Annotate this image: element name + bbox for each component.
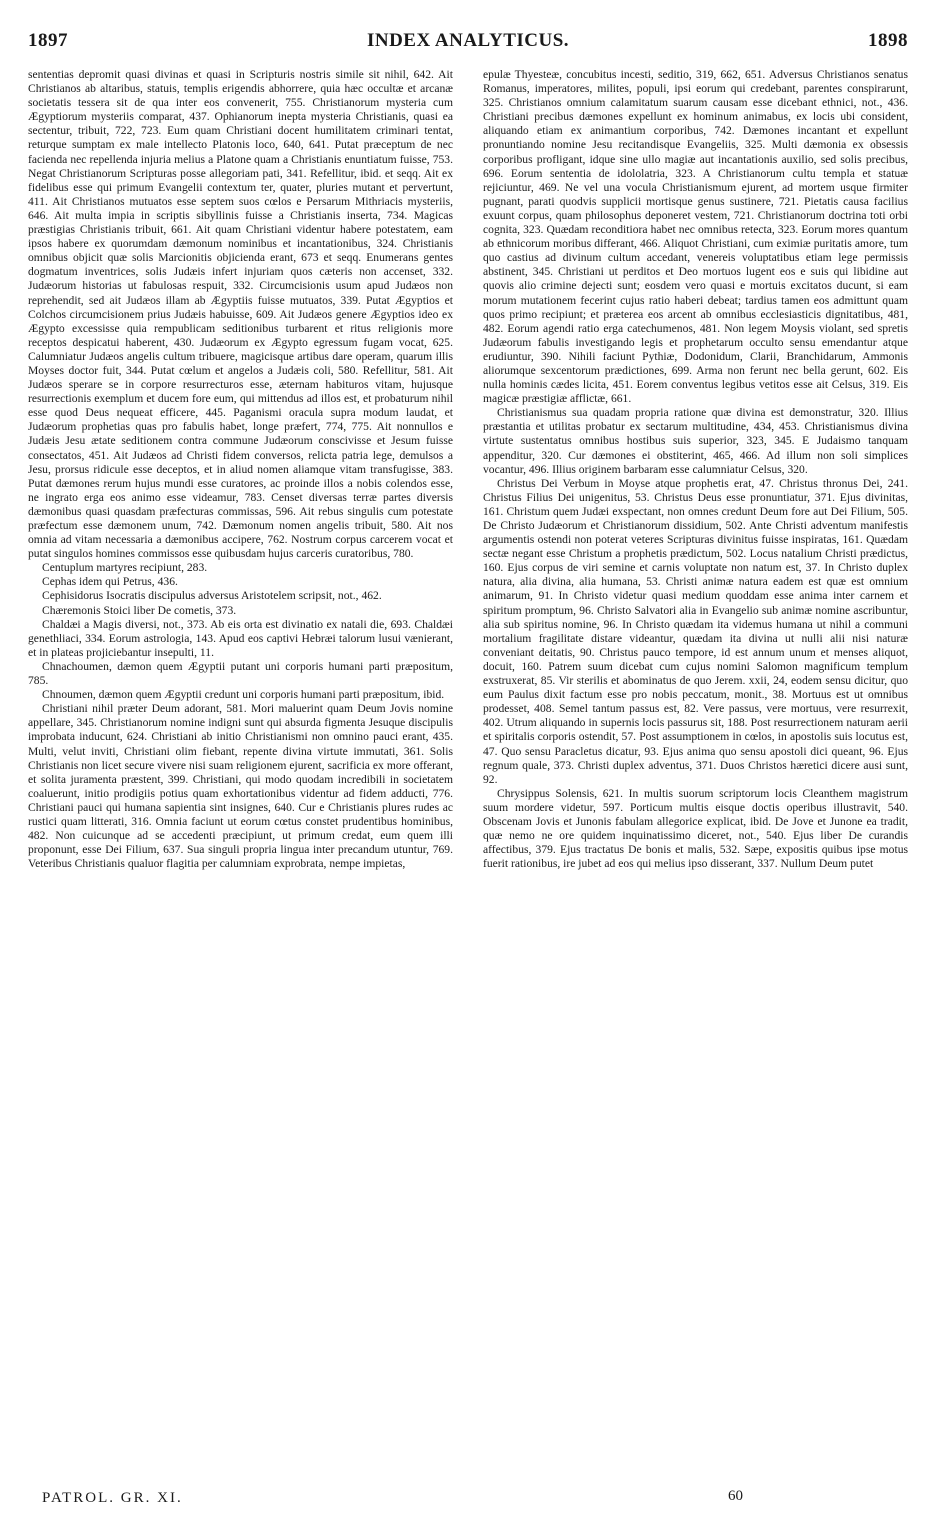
index-entry: Centuplum martyres recipiunt, 283.	[42, 561, 208, 575]
index-entry: epulæ Thyesteæ, concubitus incesti, seditio, 319, 662, 651. Adversus Christianos senatus Romanus, imperatores, milites, populi, ipsi eorum qui credebant, parentes conspirarunt, 325. Christianos omnium calamitatum suarum causam esse dicebant ethnici, not., 436. Christiani precibus dæmones expellunt ex hominum animabus, ex locis ubi consident, aliquando etiam ex animantium corporibus, 742. Dæmones incantant et expellunt pronuntiando nomine Jesu recitandisque Evangeliis, 325. Multi dæmonia ex obsessis corporibus profligant, idque sine ullo magiæ aut incantationis auxilio, sed solis precibus, 696. Eorum sententia de idololatria, 323. A Christianorum cultu templa et statuæ rejiciuntur, 469. Ne vel una vocula Christianismum ejurent, ad mortem usque firmiter pugnant, parati quodvis supplicii mortisque genus sustinere, 721. Pietatis causa facilius exuunt corpus, quam philosophus deponeret vestem, 721. Christianorum doctrina toti orbi cognita, 323. Quædam reconditiora habet nec omnibus retecta, 323. Eorum mores quantum ab ethnicorum moribus differant, 466. Aliquot Christiani, cum eximiæ puritatis amore, tum quo castius ad divinum cultum accedant, venereis voluptatibus etiam lege permissis abstinent, 345. Christiani ut perditos et Deo mortuos lugent eos e suis qui libidine aut quovis alio crimine dejecti sunt; eosdem vero quasi e mortuis excitatos ducunt, si eam morum mutationem fecerint cujus ratio haberi debeat; tardius tamen eos admittunt quam quos primo recipiunt; et præterea eos arcent ab omnibus ecclesiasticis dignitatibus, 481, 482. Eorum agendi ratio erga catechumenos, 481. Non legem Moysis violant, sed spretis Judæorum fabulis investigando legis et prophetarum occulto sensu emendantur atque erudiuntur, 390. Nihili faciunt Pythiæ, Dodonidum, Clarii, Branchidarum, Ammonis aliorumque sexcentorum prædictiones, 699. Arma non ferunt nec bella gerunt, 602. Eis nulla hominis cædes licita, 451. Eorem conventus legibus vetitos esse ait Celsus, 319. Eis magicæ præstigiæ afflictæ, 661.	[483, 68, 908, 406]
index-entry: Chnachoumen, dæmon quem Ægyptii putant uni corporis humani parti præpositum, 785.	[28, 659, 453, 688]
index-entry: Christiani nihil præter Deum adorant, 581. Mori maluerint quam Deum Jovis nomine appellare, 345. Christianorum nomine indigni sunt qui absurda figmenta Jesuque discipulis improbata inducunt, 624. Christiani ab initio Christianismi non omnino pauci erant, 435. Multi, velut inviti, Christiani olim fiebant, repente divina virtute immutati, 361. Solis Christianis non licet secure vivere nisi suam religionem ejurent, sacrificia ex more offerant, et solita juramenta præstent, 399. Christiani, qui modo quodam incredibili in societatem coaluerunt, initio prodigiis potius quam exhortationibus videntur ad fidem adducti, 776. Christiani pauci qui humana sapientia sint insignes, 640. Cur e Christianis plures rudes ac rustici quam litterati, 316. Omnia faciunt ut eorum cœtus constet prudentibus hominibus, 482. Non cuicunque ad se accedenti præcipiunt, ut primum credat, eum quem illi proponunt, esse Dei Filium, 637. Sua singuli propria lingua inter precandum utuntur, 769. Veteribus Christianis qualuor flagitia per calumniam exprobrata, nempe impietas,	[28, 702, 453, 871]
left-column-number: 1897	[28, 30, 68, 51]
index-entry: sententias depromit quasi divinas et quasi in Scripturis nostris simile sit nihil, 642. Ait Christianos ab altaribus, statuis, templis erigendis abhorrere, quia hæc occultæ et arcanæ societatis tessera sit de qua inter eos convenerit, 755. Christianorum mysteria cum Ægyptiorum mysteriis comparat, 437. Ophianorum inepta mysteria Christianis, quasi ea sectentur, tribuit, 722, 723. Eum quam Christiani docent humilitatem criminari tentat, returque sumptam ex male intellecto Platonis loco, 640, 641. Putat præceptum de nec facienda nec repellenda injuria melius a Platone quam a Christianis enuntiatum fuisse, 753. Negat Christianorum Scripturas posse allegoriam pati, 341. Refellitur, ibid. et seqq. Ait ex fidelibus esse qui primum Evangelii contextum ter, quater, pluries mutant et pervertunt, 411. Ait Christianos mutuatos esse septem suos cœlos e Persarum Mithriacis mysteriis, 646. Ait multa impia in scriptis sibyllinis fuisse a Christianis inserta, 734. Magicas præstigias Christianis tribuit, 661. Ait quam Christiani videntur habere potestatem, eam ipsos habere ex quorumdam dæmonum nominibus et incantationibus, 324. Christianis omnibus objicit quæ solis Marcionitis objicienda erant, 673 et seqq. Enumerans gentes dogmatum inventrices, solis Judæis infert injuriam quos cæteris non accenset, 332. Judæorum historias ut fabulosas respuit, 332. Circumcisionis usum apud Judæos non reprehendit, sed ait Judæos illam ab Ægyptiis fuisse mutuatos, 339. Putat Ægyptios et Colchos circumcisionem prius Judæis habuisse, 609. Ait Judæos genere Ægyptios ideo ex Ægypto excessisse quia rempublicam seditionibus turbarent et ritus religionis more receptos despicatui haberent, 430. Judæorum ex Ægypto egressum fugam vocat, 625. Calumniatur Judæos angelis cultum tribuere, magicisque artibus dare operam, quarum illis Moyses doctor fuit, 344. Putat cœlum et angelos a Judæis coli, 580. Refellitur, 581. Ait Judæos sperare se in corpore resurrecturos esse, æternam habituros vitam, hujusque resurrectionis exemplum et ducem fore eum, qui mittendus ad illos est, et probaturum nihil esse quod Deus nequeat efficere, 445. Paganismi oracula supra modum laudat, et Judæorum prophetias quas pro fabulis habet, longe præfert, 774, 775. Ait nonnullos e Judæis Jesu ætate seditionem contra commune Judæorum conscivisse et Jesum fuisse consectatos, 451. Ait Judæos ad Christi fidem conversos, relicta patria lege, demulsos a Jesu, prorsus ridicule esse deceptos, et in aliud nomen aliamque vitam transfugisse, 383. Putat dæmones rerum hujus mundi esse curatores, ac proinde illos a nobis colendos esse, ne ingrato erga eos animo esse videamur, 783. Censet diversas terræ partes diversis dæmonibus quasi quasdam præfecturas commissas, 596. Ait rebus singulis cum potestate præfectum esse dæmonem unum, 742. Dæmonum nomen angelis tribuit, 580. Ait nos omnia ad vitam necessaria a dæmonibus accipere, 762. Nostrum corpus carcerem vocat et putat singulos homines commissos esse quibusdam hujus carceris curatoribus, 780.	[28, 68, 453, 561]
page-footer	[28, 1488, 908, 1516]
index-entry: Chæremonis Stoici liber De cometis, 373.	[42, 603, 237, 617]
left-column	[28, 68, 453, 1480]
index-entry: Chnoumen, dæmon quem Ægyptii credunt uni corporis humani parti præpositum, ibid.	[42, 688, 445, 702]
index-entry: Christianismus sua quadam propria ratione quæ divina est demonstratur, 320. Illius præstantia et utilitas probatur ex sectarum multitudine, 434, 453. Christianismus divina virtute sustentatus omnibus hostibus suis superior, 323, 345. E Judaismo tanquam appenditur, 320. Cur dæmones ei obstiterint, 465, 466. Ad illum non soli simplices vocantur, 496. Illius originem barbaram esse calumniatur Celsus, 320.	[483, 406, 908, 476]
index-entry: Cephisidorus Isocratis discipulus adversus Aristotelem scripsit, not., 462.	[42, 589, 382, 603]
index-entry: Christus Dei Verbum in Moyse atque prophetis erat, 47. Christus thronus Dei, 241. Christus Filius Dei unigenitus, 53. Christus Deus esse pronuntiatur, 371. Ejus divinitas, 161. Christum quem Judæi exspectant, non omnes credunt Deum fore aut Dei Filium, 505. De Christo Judæorum et Christianorum dissidium, 502. Ante Christi adventum manifestis argumentis ostendi non poterat veteres Scripturas divinitus fuisse inspiratas, 161. Quædam sectæ negant esse Christum a prophetis prædictum, 502. Locus natalium Christi prædictus, 160. Ejus corpus de viri semine et carnis voluptate non natum est, 37. In Christo duplex natura, alia divina, alia humana, 53. Christi animæ natura eadem est quæ est omnium animarum, 91. In Christo videtur quasi medium quoddam esse anima inter carnem et spiritum promptum, 96. Christo Salvatori alia in Evangelio sub animæ nomine ascribuntur, alia sub spiritus nomine, 96. In Christo quædam ita videmus humana ut nihil a communi mortalium fragilitate distare videantur, quædam ita divina ut nulli alii nisi naturæ conveniant deitatis, 90. Christus pauco tempore, id est annum unum et menses aliquot, docuit, 160. Patrem suum dicebat cum cujus nomini Salomon magnificum templum exstruxerat, 85. Vir sterilis et abominatus de quo Jerem. xxii, 24, eodem sensu dicitur, quo eum Paulus dixit factum esse pro nobis peccatum, monit., 38. Mortuus est ut omnibus prodesset, 408. Semel tantum passus est, 82. Vere passus, vere mortuus, vere resurrexit, 402. Utrum aliquando in supernis locis passurus sit, 188. Post resurrectionem naturam aerii et spiritalis corporis ostendit, 57. Post assumptionem in cœlos, in apostolis suis locutus est, 47. Quo sensu Paracletus dicatur, 93. Ejus anima quo sensu apostoli dici queant, 96. Ejus regnum quale, 373. Christi duplex adventus, 371. Duos Christos hæretici dicere ausi sunt, 92.	[483, 476, 908, 786]
index-entry: Cephas idem qui Petrus, 436.	[42, 575, 178, 589]
running-header	[28, 30, 908, 60]
right-column-number: 1898	[868, 30, 908, 51]
index-entry: Chaldæi a Magis diversi, not., 373. Ab eis orta est divinatio ex natali die, 693. Chaldæi genethliaci, 334. Eorum astrologia, 143. Apud eos captivi Hebræi talorum lusui vænierant, et in plateas projiciebantur insepulti, 11.	[28, 617, 453, 659]
page-title: INDEX ANALYTICUS.	[366, 30, 570, 51]
text-columns	[28, 68, 908, 1480]
printer-signature: PATROL. GR. XI.	[42, 1490, 183, 1506]
right-column	[483, 68, 908, 1480]
page-number: 60	[728, 1488, 743, 1504]
index-entry: Chrysippus Solensis, 621. In multis suorum scriptorum locis Cleanthem magistrum suum mordere videtur, 597. Porticum multis eisque doctis operibus illustravit, 540. Obscenam Jovis et Junonis fabulam allegorice explicat, ibid. De Jove et Junone ea tradit, quæ nemo ne ore quidem inquinatissimo diceret, not., 540. Ejus liber De curandis affectibus, 379. Ejus tractatus De bonis et malis, 532. Sæpe, expositis quibus ipse motus fuerit rationibus, ire jubet ad eos qui melius ipso disserant, 337. Nullum Deum putet	[483, 786, 908, 871]
index-page	[28, 30, 908, 1530]
